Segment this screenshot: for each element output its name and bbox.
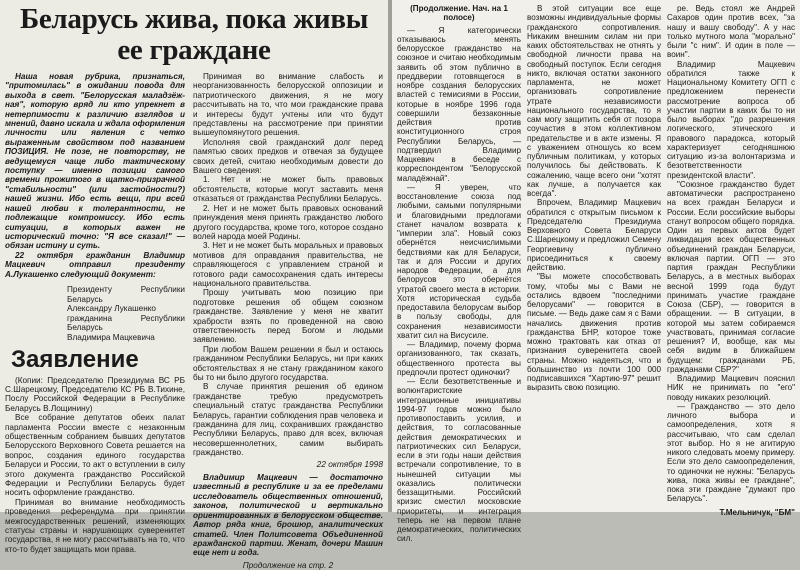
continued-from-header: (Продолжение. Нач. на 1 полосе) <box>410 4 508 23</box>
body-paragraph: — Гражданство — это дело личного выбора и самоопределения, хотя я рассчитываю, что сам сделал этот выбор. Но я не агитирую никого следовать моему примеру. Если это дело самоопределения, то одиночки не нужны: "Беларусь жива, пока живы ее граждане", пока эти граждане "думают про Беларусь". <box>667 401 795 504</box>
statement-paragraph: (Копии: Председателю Президиума ВС РБ С.Шарецкому, Председателю КС РБ В.Тихине, Послу Российской Федерации в Республике Беларусь В.Лощинину) <box>5 375 185 413</box>
left-page <box>0 0 388 570</box>
intro-tail: 22 октября гражданин Владимир Мацкевич отправил президенту А.Лукашенко следующий документ: <box>5 250 185 279</box>
body-paragraph: — Я уверен, что восстановление союза под любыми, самыми популярными и благовидными предлогами станет началом возврата к "империи зла". Новый союз обернётся неисчислимыми бедствиями как для Беларуси, так и для России и других народов Федерации, а для белорусов это обернётся утратой своего места в истории. Хотя историческая судьба предоставила белорусам выбор в пользу свободы, для сохранения независимости хватит сил на Висусиле. <box>397 182 521 340</box>
date: 22 октября 1998 <box>316 458 383 469</box>
body-paragraph: При любом Вашем решении я был и остаюсь гражданином Республики Беларусь, ни при каких обстоятельствах я не стану гражданином какого бы то ни было другого государства. <box>193 344 383 382</box>
left-columns <box>0 72 388 570</box>
right-column-1 <box>397 4 521 544</box>
body-paragraph: — Владимир, почему форма организованного, так сказать, общественного протеста вы предпочли протест одиночки? <box>397 340 521 377</box>
body-paragraph: 3. Нет и не может быть моральных и правовых мотивов для оправдания правительства, не справляющегося с управлением страной и готового ради самосохранения сдать интересы национального правительства. <box>193 241 383 288</box>
right-column-3 <box>667 4 795 544</box>
right-columns <box>392 0 800 544</box>
body-paragraph: Принимая во внимание слабость и неорганизованность белорусской оппозиции и патриотического движения, я не могу рассчитывать на то, что мои гражданские права и интересы будут учтены или что будут представлены на рассмотрение при принятии вышеупомянутого решения. <box>193 72 383 138</box>
body-paragraph: ре. Ведь стоял же Андрей Сахаров один против всех, "за нашу и вашу свободу". А у нас только мутного мола "морально" были "с ним". И один в поле — воин". <box>667 4 795 60</box>
address-block <box>5 279 185 343</box>
body-paragraph: "Союзное гражданство будет автоматически распространено на всех граждан Беларуси и России. Если российские выборы станут вопросом общего порядка. Один из первых актов будет ликвидация всех общественных объединений граждан Беларуси, включая партии. ОГП — это партия граждан Республики Беларусь, а в местных выборах весной 1999 года будут принимать участие граждане Союза (СБР), — говорится в обращении. — В ситуации, в которой мы затем собираемся участвовать, принимая согласие решения? И, вообще, как мы себя видим в ближайшем будущем: гражданами РБ, гражданами СБР?" <box>667 179 795 374</box>
left-column-1 <box>5 72 185 570</box>
right-page <box>392 0 800 544</box>
body-paragraph: 1. Нет и не может быть правовых обстоятельств, которые могут заставить меня отказаться от гражданства Республики Беларусь. <box>193 175 383 204</box>
body-paragraph: Владимир Мацкевич пояснил НИК не принимать по "его" поводу никаких резолюций. <box>667 374 795 402</box>
right-column-2 <box>527 4 661 544</box>
intro-paragraph: Наша новая рубрика, признаться, "притомилась" в ожидании повода для выхода в свет. "Белорусская маладзёж-ная", которую вряд ли кто упрекнет в нетерпимости к различию взглядов и мнений, давно искала и ждала оформления личности или явления с четко выраженным свойством под названием ПОЗИЦИЯ. Не позе, не повторству, не ведущемуся чаще либо тактическому поступку — именно позиции самого времени прожитого в щатко-призрачной "стабильности" (или застойности?) нашей жизни. Ибо есть вещи, при всей нашей любви к толерантности, не подлежащие компромиссу. Ибо есть ситуации, в которых важен не исторический точно: "Я все сказал!" — обязан истину и суть. <box>5 72 185 251</box>
statement-heading: Заявление <box>11 345 139 373</box>
address-line: Владимира Мацкевича <box>67 332 155 342</box>
author-note: Владимир Мацкевич — достаточно известный в республике и за ее пределами исследователь общественных отношений, законов, политической и вертикально ориентированных в белорусском обществе. Автор ряда книг, брошюр, аналитических статей. Член Политсовета Объединенной гражданской партии. Женат, дочери Машин еще нет и года. <box>193 473 383 558</box>
body-paragraph: Владимир Мацкевич обратился также к Национальному Комитету ОГП с предложением перенести рассмотрение вопроса об участии партии в каких бы то ни было выборах "до разрешения логического, этического и правового парадокса, который характеризует сегодняшнюю ситуацию из-за волонтаризма и безответственности президентской власти". <box>667 59 795 180</box>
left-column-2 <box>193 72 383 570</box>
statement-paragraph: Принимая во внимание необходимость проведения референдума при принятии межгосударственных решений, изменяющих статусы страны и нарушающих суверенитет государства, я не могу рассчитывать на то, что кто-то будет защищать мои права. <box>5 497 185 554</box>
address-line: Александру Лукашенко <box>67 304 156 314</box>
continued-note: Продолжение на стр. 2 <box>242 560 334 570</box>
body-paragraph: — Если безответственные и волюнтаристские интеграционные инициативы 1994-97 годов можно было противопоставить усилия, и действия, то согласованные действия демократических и патриотических сил Беларуси, если в эти годы наши действия встречали сопротивление, то в нынешней ситуации мы оказались политически беззащитными. Российский кризис сместил московские приоритеты, и интеграция теперь не на первом плане демократических, политических сил. <box>397 377 521 544</box>
body-paragraph: "Вы можете способствовать тому, чтобы мы с Вами не остались вдвоем "последними белорусами" — говорится в письме. — Ведь даже сам я с Вами начались движения против гражданства БНР, которое тоже можно трактовать как отказ от признания суверенитета своей страны. Можно надеяться, что и большинство из почти 100 000 подписавшихся "Хартию-97" решит выразить свою позицию. <box>527 272 661 393</box>
address-line: гражданина Республики Беларусь <box>67 313 185 333</box>
body-paragraph: 2. Нет и не может быть правовых оснований принуждения меня принять гражданство любого другого государства, кроме того, которое создано волей народа моей Родины. <box>193 203 383 241</box>
body-paragraph: В этой ситуации все еще возможны индивидуальные формы гражданского сопротивления. Никаким внешним силам ни при каких обстоятельствах не отнять у свободной личности права на свободный поступок. Если сегодня никто, включая остатки законного парламента, не может организовать сопротивление утрате независимости национального государства, то я сам могу защитить себя от позора соучастия в этом коллективном предательстве и в акте измены. Я с уважением отношусь ко всем публичным политикам, у которых получилось бы действовать. К сожалению, чаще всего они "хотят как лучше, а получается как всегда". <box>527 4 661 198</box>
statement-paragraph: Все собрание депутатов обеих палат парламента России вместе с незаконным общественным собранием бывших депутатов Белорусского Верховного Совета решается на вопрос, создания единого государства Беларуси и России, то акт о вступлении в силу этого документа гражданство Российской Федерации и Республики Беларусь будет носить оформление гражданство. <box>5 413 185 498</box>
body-paragraph: Исполняя свой гражданский долг перед памятью своих предков и отвечая за будущее своих детей, считаю необходимым довести до Вашего сведения: <box>193 137 383 176</box>
address-line: Президенту Республики Беларусь <box>67 284 185 304</box>
body-paragraph: — Я категорически отказываюсь менять белорусское гражданство на союзное и считаю необходимым заявить об этом публично в преддверии готовящегося в ноябре создания белорусских властей с темисиями в России, которые в ноябре 1996 года совершили беззаконные действия против конституционного строя Республики Беларусь, — подтвердил Владимир Мацкевич в беседе с корреспондентом "Белорусской маладёжнай". <box>397 25 521 183</box>
body-paragraph: Впрочем, Владимир Мацкевич обратился с открытым письмом к Председателю Президиума Верховного Совета Беларуси С.Шарецкому и предложил Семену Георгиевичу публично присоединиться к своему действию. <box>527 198 661 272</box>
body-paragraph: Прошу учитывать мою позицию при подготовке решения об общем союзном гражданстве. Заявление у меня не хватит храбрости взять по проведенной на свою ответственность перед Богом и людьми заявлению. <box>193 288 383 345</box>
headline: Беларусь жива, пока живы ее граждане <box>19 3 369 66</box>
body-paragraph: В случае принятия решения об едином гражданстве требую предусмотреть специальный статус гражданства Республики Беларусь, гарантии соблюдения прав человека и гражданина для лиц, сохранивших гражданство Республики Беларусь, право для всех, включая несовершеннолетних, самим выбирать гражданство. <box>193 382 383 458</box>
byline: Т.Мельничук, "БМ" <box>719 507 795 517</box>
